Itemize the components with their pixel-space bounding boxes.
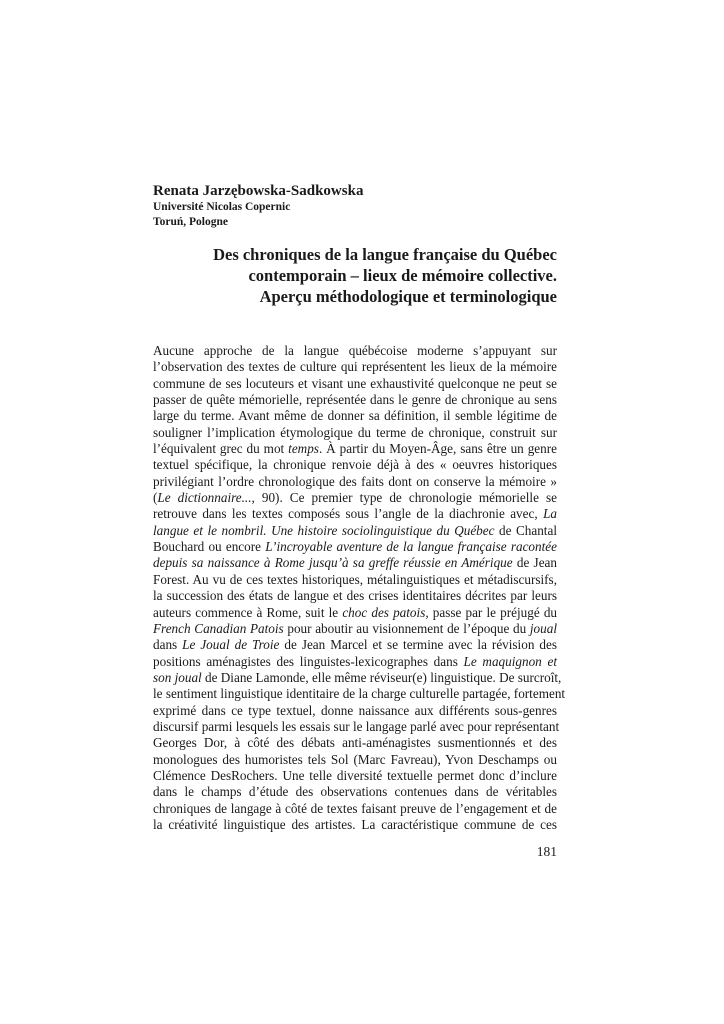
text-line: [153, 425, 557, 441]
article-title: [153, 244, 557, 307]
text-run: pour aboutir au visionnement de l’époque du: [283, 620, 530, 636]
text-line: [153, 801, 557, 817]
text-line: [153, 735, 557, 751]
author-location: Toruń, Pologne: [153, 216, 228, 228]
italic-text: choc des patois,: [342, 604, 429, 620]
text-run: Bouchard ou encore: [153, 539, 266, 555]
text-run: de Jean Marcel et se termine avec la révision des: [279, 637, 557, 653]
text-run: positions aménagistes des linguistes-lexicographes dans: [153, 653, 464, 669]
text-line: [153, 703, 557, 719]
text-line: [153, 457, 557, 473]
text-run: de Diane Lamonde, elle même réviseur(e) linguistique. De surcroît,: [201, 669, 562, 685]
italic-text: depuis sa naissance à Rome jusqu’à sa greffe réussie en Amérique: [153, 555, 513, 571]
text-run: l’observation des textes de culture qui représentent les lieux de la mémoire: [153, 359, 557, 375]
text-run: de Chantal: [494, 522, 557, 538]
page-number: 181: [536, 844, 557, 859]
text-run: large du terme. Avant même de donner sa définition, il semble légitime de: [153, 408, 557, 424]
text-line: [153, 539, 557, 555]
text-run: dans: [153, 637, 183, 653]
title-line-1: Des chroniques de la langue française du Québec: [213, 245, 557, 264]
text-line: [153, 768, 557, 784]
text-run: chroniques de langage à côté de textes faisant preuve de l’engagement et de: [153, 800, 557, 816]
italic-text: French Canadian Patois: [153, 620, 284, 636]
title-line-3: Aperçu méthodologique et terminologique: [259, 287, 557, 306]
text-line: [153, 490, 557, 506]
text-run: monologues des humoristes tels Sol (Marc Favreau), Yvon Deschamps ou: [153, 751, 557, 767]
text-run: passe par le préjugé du: [428, 604, 558, 620]
italic-text: langue et le nombril. Une histoire sociolinguistique du Québec: [153, 522, 495, 538]
text-line: [153, 718, 560, 735]
text-run: passer de quête mémorielle, représentée dans le genre de chronique au sens: [153, 392, 557, 408]
text-run: Aucune approche de la langue québécoise moderne s’appuyant sur: [153, 343, 557, 358]
italic-text: son joual: [153, 669, 202, 685]
text-line: [153, 572, 557, 588]
italic-text: temps: [288, 441, 319, 457]
text-line: [153, 408, 557, 424]
text-run: retrouve dans les textes composés sous l’angle de la diachronie avec,: [153, 506, 544, 522]
italic-text: L’incroyable aventure de la langue française racontée: [265, 539, 557, 555]
text-line: [153, 621, 557, 637]
text-line: [153, 637, 557, 653]
text-line: [153, 555, 557, 571]
italic-text: La: [543, 506, 557, 522]
author-name: Renata Jarzębowska-Sadkowska: [153, 183, 364, 199]
text-line: [153, 376, 557, 392]
text-run: la succession des états de langue et des crises identitaires décrites par leurs: [153, 588, 557, 604]
italic-text: joual: [529, 620, 557, 636]
text-run: souligner l’implication étymologique du terme de chronique, construit sur: [153, 424, 557, 440]
text-line: [153, 605, 557, 621]
text-line: [153, 588, 557, 604]
text-run: (: [153, 490, 158, 506]
text-run: le sentiment linguistique identitaire de la charge culturelle partagée, fortement: [153, 686, 566, 702]
text-line: [153, 523, 557, 539]
text-line: [153, 343, 557, 359]
text-run: la créativité linguistique des artistes. La caractéristique commune de ces: [153, 816, 557, 832]
text-run: discursif parmi lesquels les essais sur le langage parlé avec pour représentant: [153, 718, 560, 734]
text-run: Georges Dor, à côté des débats anti-aménagistes susmentionnés et des: [153, 735, 557, 751]
italic-text: Le maquignon et: [463, 653, 557, 669]
text-run: , 90). Ce premier type de chronologie mémorielle se: [251, 490, 557, 506]
text-line: [153, 474, 557, 490]
author-block: [153, 182, 573, 230]
text-line: [153, 359, 557, 375]
text-run: Clémence DesRochers. Une telle diversité textuelle permet donc d’inclure: [153, 767, 557, 783]
text-run: commune de ses locuteurs et visant une exhaustivité quelconque ne peut se: [153, 375, 557, 391]
body-paragraph: [153, 343, 566, 833]
text-line: [153, 392, 557, 408]
text-line: [153, 686, 566, 702]
text-line: [153, 669, 562, 686]
text-line: [153, 654, 557, 670]
text-run: Forest. Au vu de ces textes historiques, métalinguistiques et métadiscursifs,: [153, 571, 557, 587]
text-run: privilégiant l’ordre chronologique des faits dont on conserve la mémoire »: [153, 473, 557, 489]
text-line: [153, 817, 557, 833]
text-run: de Jean: [512, 555, 557, 571]
text-run: dans le champs d’étude des observations contenues dans de véritables: [153, 784, 557, 800]
text-run: textuel spécifique, la chronique renvoie déjà à des « oeuvres historiques: [153, 457, 557, 473]
italic-text: Le Joual de Troie: [182, 637, 280, 653]
text-run: l’équivalent grec du mot: [153, 441, 289, 457]
text-run: auteurs commence à Rome, suit le: [153, 604, 343, 620]
text-run: . À partir du Moyen-Âge, sans être un genre: [318, 441, 557, 457]
author-affiliation: Université Nicolas Copernic: [153, 201, 291, 213]
text-line: [153, 506, 557, 522]
text-run: exprimé dans ce type textuel, donne naissance aux différents sous-genres: [153, 702, 557, 718]
title-line-2: contemporain – lieux de mémoire collective.: [248, 266, 557, 285]
italic-text: Le dictionnaire...: [157, 490, 252, 506]
text-line: [153, 752, 557, 768]
text-line: [153, 784, 557, 800]
text-line: [153, 441, 557, 457]
